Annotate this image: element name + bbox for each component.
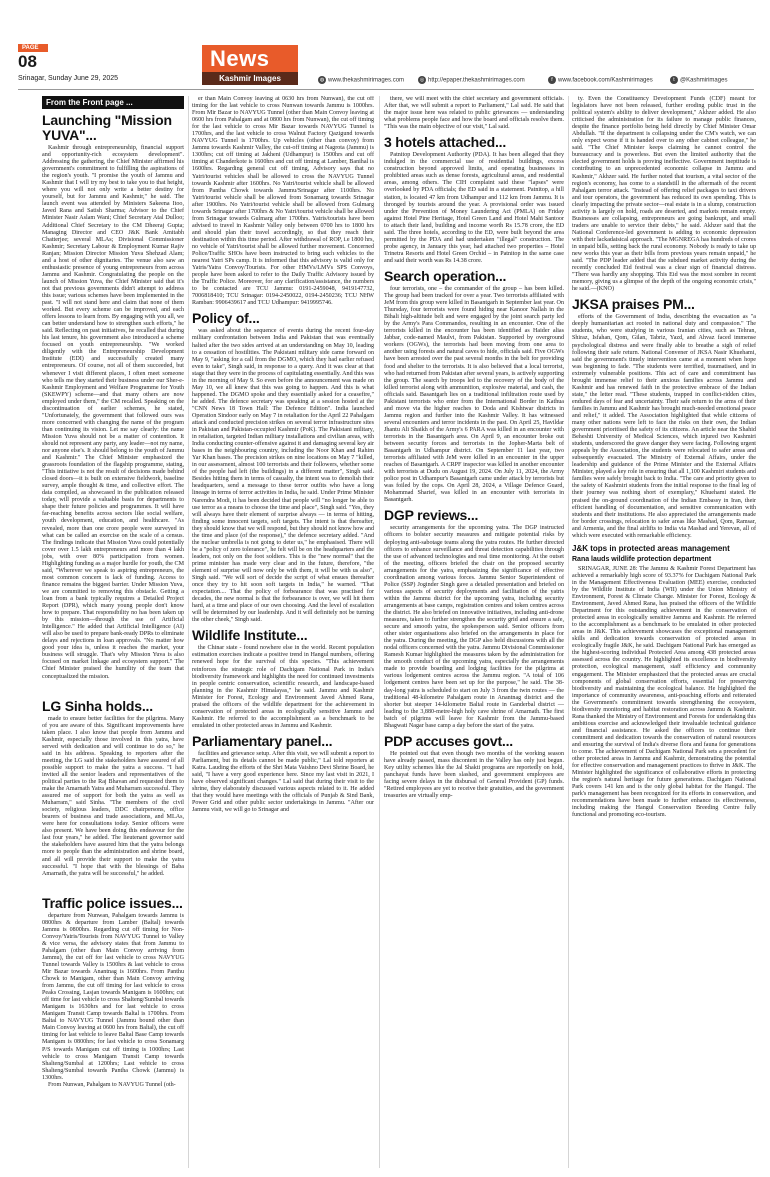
page-label: PAGE	[18, 44, 48, 52]
headline[interactable]: Launching "Mission YUVA"...	[42, 112, 172, 143]
link-icon: ◎	[419, 77, 425, 83]
column-2	[192, 96, 374, 1168]
social-facebook-text: www.facebook.com/Kashmirimages	[558, 77, 653, 84]
headline[interactable]: DGP reviews...	[384, 507, 479, 524]
headline[interactable]: J&K tops in protected areas management	[572, 543, 730, 553]
story-body: facilities and grievance setup. After this visit, we will submit a report to Parliament, but its details cannot be made public," Lal told reporters at Katra. Lauding the efforts of the Shri Mata Vaishno Devi Shrine Board, he said, "I have a very good experience here. Since my last visit in 2021, I have observed significant changes." Lal said that during their visit to the shrine, they elaborately discussed various aspects related to it. He added that they would have meetings with the officials of Punjab & Sind Bank, Power Grid and other public sector undertakings in Jammu. "After our Jammu visit, we will go to Srinagar and	[192, 750, 374, 814]
story-body: the Chinar state - found nowhere else in the world. Recent population estimation exercises indicate a positive trend in Hangul numbers, offering renewed hope for the survival of this species. "This achievement reinforces the strategic role of Dachigam National Park in India's biodiversity framework and highlights the need for continued investments in people centric conservation, scientific research, and landscape-based planning in the Kashmir Himalayas," he said. Jammu and Kashmir Minister for Forest, Ecology and Environment Javed Ahmed Rana, praised the officers of the wildlife department for the achievement in conservation of protected areas in ecologically sensitive Jammu and Kashmir. He referred to the accomplishment as a benchmark to be emulated in other protected areas in Jammu and Kashmir.	[192, 645, 374, 729]
story-continuation: er than Main Convoy leaving at 0630 hrs from Nunwan), the cut off timing for the last vehicle to cross Nunwan towards Jammu is 1000hrs. From Mir Bazar to NAVYUG Tunnel (other than Main Convoy leaving at 0600 hrs from Pahalgam and at 0800 hrs from Nunwan), the cut off timing for the last vehicle to cross Mir Bazar towards NAVYUG Tunnel is 1700hrs, and the last vehicle to cross Walnut Factory Qazigund towards NAVYUG Tunnel is 1700hrs. Up vehicles (other than convoy) from Jammu towards Kashmir Valley, the cut-off timing at Nagrota (Jammu) is 1300hrs; cut off timing at Jakheni (Udhampur) is 1500hrs and cut off timing at Chanderkote is 1600hrs and cut off timing at Lamber, Banihal is 1600hrs. Regarding general cut off timing, Advisory says that no Yatri/tourist vehicles shall be allowed to cross the NAVYUG Tunnel towards Kashmir after 1600hrs. No Yatri/tourist vehicle shall be allowed from Pantha Chowk towards Jammu/Srinagar after 1100hrs. No Yatri/tourist vehicle shall be allowed from Sonamarg towards Srinagar after 1900hrs. No Yatri/tourist vehicle shall be allowed from Gulmarg towards Srinagar after 1700hrs & No Yatri/tourist vehicle shall be allowed from Srinagar towards Gulmarg after 1700hrs. Yatris/tourists have been advised to travel in Kashmir Valley only between 0700 hrs to 1800 hrs and should plan their travel accordingly, so that they reach their destination within this time period. After withdrawal of ROP, i.e 1800 hrs, no vehicle of Yatri/tourist shall be allowed further movement. Concerned Police/Traffic SHOs have been instructed to bring such vehicles to the nearest Yatri SPs camp. It is informed that this advisory is valid only for Yatris/Yatra Convoy/Tourists. For other HMVs/LMVs SPS Convoys, people have been asked to refer to the Daily Traffic Advisory issued by the Traffic Police. Moreover, for any clarification/assistance, the numbers to be contacted are TCU Jammu: 0191-2459048, 9419147732, 7006818410; TCU Srinagar: 0194-2450022, 0194-2450236; TCU NHW Ramban: 9906439617 and TCU Udhampur: 9419995746.	[192, 96, 374, 307]
globe-icon: ◍	[319, 77, 325, 83]
story-continuation: there, we will meet with the chief secretary and government officials. After that, we will submit a report to Parliament," Lal said. He said that the major issue here was related to public grievances — understanding what problems people face and how the board and officials resolve them. "This was the main objective of our visit," Lal said.	[384, 96, 564, 131]
story-body: departure from Nunwan, Pahalgam towards Jammu is 0800hrs & departure from Lamber (Baltal) towards Jammu is 0800hrs. Regarding cut off timing for Non-Convoy/Yatris/Tourists from NAVYUG Tunnel to Valley & vice versa, the advisory states that from Jammu to Pahalgam (other than Main Convoy arriving from Jammu), the cut off for last vehicle to cross NAVYUG Tunnel towards Valley is 1500hrs & last vehicle to cross Mir Bazar towards Anantnag is 1600hrs. From Panthu Chowk to Manigam, other than Main Convoy arriving from Jammu, the cut off timing for last vehicle to cross Peaks Crossing, Lasjan towards Manigam is 1600hrs; cut off time for last vehicle to cross Shalteng/Sumbal towards Manigam is 1630hrs and for last vehicle to cross Manigam Transit Camp towards Baltal is 1700hrs. From Baltal to NAVYUG Tunnel (Jammu bound other than Main Convoy leaving at 0600 hrs from Baltal), the cut off timing for last vehicle to leave Baltal Base Camp towards Manigam is 0800hrs; for last vehicle to cross Sonamarg P/S towards Manigam cut off timing is 1000hrs; Last vehicle to cross Manigam Transit Camp towards Shalteng/Sumbal at 1200hrs; Last vehicle to cross Shalteng/Sumbal towards Pantha Chowk (Jammu) is 1300hrs.	[42, 912, 184, 1081]
story-dgp-reviews	[384, 508, 564, 729]
masthead-rule	[18, 89, 754, 90]
story-search-operation	[384, 269, 564, 504]
headline[interactable]: Traffic police issues...	[42, 894, 183, 911]
headline[interactable]: Parliamentary panel...	[192, 732, 333, 749]
publication-name: Kashmir Images	[202, 72, 298, 85]
column-divider	[379, 96, 380, 1168]
story-parliamentary-panel	[192, 734, 374, 814]
column-3	[384, 96, 564, 1168]
headline[interactable]: JKSA praises PM...	[572, 296, 695, 313]
story-body: made to ensure better facilities for the pilgrims. Many of you are aware of this. Significant improvements have taken place. I also know that people from Jammu and Kashmir, especially those involved in this yatra, have served with dedication and will continue to do so," he said in his address. Speaking to reporters after the meeting, the LG said the stakeholders have assured of all possible support to make the yatra a success. "I had invited all the senior leaders and representatives of the political parties to the Raj Bhavan and requested them to make the Amarnath Yatra and Muharram successful. They assured me of support for both the yatra as well as Muharram," said Sinha. "The members of the civil society, religious leaders, DDC chairpersons, office bearers of business and trade associations, and MLAs, were here for consultations today. Senior officers were also present. We have been doing this endeavour for the last four years," he added. The lieutenant governor said the stakeholders have assured him that the yatra belongs more to people than the administration and shrine board, and all will provide their support to make the yatra successful. "I hope that with the blessings of Baba Amarnath, the yatra will be successful," he added.	[42, 715, 184, 877]
facebook-icon: f	[548, 76, 556, 84]
from-front-page-kicker: From the Front page ...	[42, 96, 184, 109]
headline[interactable]: Wildlife Institute...	[192, 627, 308, 644]
section-banner	[202, 45, 298, 85]
story-body: efforts of the Government of India, describing the evacuation as "a deeply humanitarian act rooted in national duty and compassion." The students, who were studying in various Iranian cities, such as Tehran, Shiraz, Isfahan, Qom, Gilan, Tabriz, Yazd, and Ahvaz faced immense psychological distress and were finally able to breathe a sigh of relief following their safe return. National Convener of JKSA Nasir Khuehami, said the government's timely intervention came at a moment when hope was beginning to fade. "The students were terrified, traumatised, and in extremely vulnerable positions. This act of care and commitment has brought immense relief to their anxious families across Jammu and Kashmir and has renewed faith in the protective embrace of the Indian state," the letter read. "These students, trapped in conflict-ridden cities, endured days of fear and uncertainty. Their safe return to the arms of their families in Jammu and Kashmir has brought much-needed emotional peace and relief," it added. The Association highlighted that while citizens of many other nations were left to face the risks on their own, the Indian government prioritised the safety of its citizens. An article near the Shahid Beheshti University of Medical Sciences, which injured two Kashmiri students, underscored the grave danger they were facing. Following urgent appeals by the Association, the students were relocated to safer areas and subsequently evacuated. The Ministry of External Affairs, under the leadership and guidance of the Prime Minister and the External Affairs Minister, played a key role in ensuring that all 1,100 Kashmiri students and families were safely brought back to India. "The care and priority given to the safety of Kashmiri students from the initial response to the final leg of their journey was nothing short of exemplary," Khuehami stated. He praised the on-ground coordination of the Indian Embassy in Iran, their efficient handling of documentation, and sensitive communication with students and their institutions. He also appreciated the arrangements made for border crossings, relocation to safer areas like Mashad, Qom, Ramsar, and Armenia, and the final airlifts to India via Mashad and Yerevan, all of which were executed with remarkable efficiency.	[572, 314, 756, 539]
column-divider	[568, 96, 569, 1168]
story-body: four terrorists, one – the commander of the group – has been killed. The group had been tracked for over a year. Two terrorists affiliated with JeM from this group were killed in Basantgarh in September last year. On Thursday, four terrorists were found hiding near Kanoor Nallah in the Bihali high-altitude belt and were engaged by the joint search party led by the Army's Para Commandos, resulting in an encounter. One of the terrorists killed in the encounter has been identified as Haider alias Jabbar, code-named Maulvi, from Pakistan. Supported by overground workers (OGWs), the terrorists had been moving from one area to another using forests and natural caves to hide, officials said. Five OGWs have been arrested over the past several months in the belt for providing food and shelter to the terrorists. It is also believed that a local terrorist, who had returned from Pakistan after several years, is actively supporting the group. The search by troops led to the recovery of the body of the killed terrorist along with ammunition, explosive material, and cash, the officials said. Basantgarh lies on a traditional infiltration route used by Pakistani terrorists who enter from the International Border in Kathua and move via the higher reaches to Doda and Kishtwar districts in Jammu region and further into the Kashmir Valley. It has witnessed several encounters and terror incidents in the past. On April 25, Havildar Jhantu Ali Shaikh of the Army's 6 PARA was killed in an encounter with terrorists in the Basantgarh area. On April 9, an encounter broke out between security forces and terrorists in the Jopher-Marta belt of Basantgarh in Udhampur district. On September 11 last year, two terrorists affiliated with JeM were killed in an encounter in the upper reaches of Basantgarh. A CRPF inspector was killed in another encounter with terrorists at Dudu on August 19, 2024. On July 11, 2024, the Army police post in Udhampur's Basantgarh came under attack by terrorists but was foiled by the cops. On April 28, 2024, a Village Defence Guard, Mohammad Sharief, was killed in an encounter with terrorists in Basantgarh.	[384, 285, 564, 504]
section-title: News	[210, 46, 270, 71]
twitter-icon: t	[670, 76, 678, 84]
story-body-continued: From Nunwan, Pahalgam to NAVYUG Tunnel (oth-	[48, 1081, 176, 1088]
story-jk-tops	[572, 544, 756, 820]
story-jksa-praises	[572, 297, 756, 540]
story-pdp-accuses	[384, 734, 564, 800]
story-lg-sinha	[42, 699, 184, 878]
story-continuation: ty. Even the Constituency Development Funds (CDF) meant for legislators have not been released, further eroding public trust in the political system's ability to deliver development," Akhzer added. He also criticised the administration for its failure to manage public finances, despite the finance portfolio being held directly by Chief Minister Omar Abdullah. "If the department is collapsing under the CM's watch, we can only expect worse if it is handed over to any other cabinet colleague," he said. "The Chief Minister keeps claiming he cannot control the bureaucracy and is powerless. But even the limited authority that the elected government holds is proving ineffective. Government ineptitude is contributing to an unprecedented economic collapse in Jammu and Kashmir," Akhzer said. He further noted that tourism, a vital sector of the region's economy, has come to a standstill in the aftermath of the recent Pahalgam terror attack. "Instead of offering relief packages to taxi drivers and tour operators, the government has reduced its own spending. This is clearly impacting the private sector—real estate is in a slump, construction activity is largely on hold, roads are deserted, and markets remain empty. Businesses are collapsing, entrepreneurs are going bankrupt, and small traders are unable to service their debts," he said. Akhzer said that the National Conference-led government is adding to economic depression with their lackadaisical approach. "The MGNREGA has hundreds of crores in unpaid bills, setting back the rural economy. Nobody is ready to take up new works this year as their bills from previous years remain unpaid," he said. "The PDP leader added that the subdued market activity during the recently concluded Eid festival was a clear sign of financial distress. "There was hardly any shopping. This Eid was the most sombre in recent memory, giving us a glimpse of the depth of the ongoing economic crisis," he said.—(KNO)	[572, 96, 756, 293]
story-body: He pointed out that even though two months of the working season have already passed, mass discontent in the Valley has only just begun. Key utility schemes like the Jal Shakti programs are reportedly on hold, panchayat funds have been slashed, and government employees are facing severe delays in the disbursal of General Provident (GP) funds. "Retired employees are yet to receive their gratuities, and the government treasuries are virtually emp-	[384, 750, 564, 800]
headline[interactable]: LG Sinha holds...	[42, 697, 153, 714]
story-policy	[192, 311, 374, 624]
dateline: Srinagar, Sunday June 29, 2025	[18, 75, 119, 82]
social-twitter-text: @Kashmirimages	[680, 77, 728, 84]
social-epaper[interactable]	[418, 76, 525, 84]
story-3-hotels	[384, 135, 564, 265]
story-wildlife-institute	[192, 628, 374, 730]
subheadline: Rana lauds wildlife protection department	[572, 555, 712, 563]
column-divider	[188, 96, 189, 1168]
story-body: Kashmir through entrepreneurship, financial support and opportunity-rich ecosystem development". Addressing the gathering, the Chief Minister affirmed his government's commitment to fulfilling the aspirations of the region's youth. "I promise the youth of Jammu and Kashmir that I will try my best to take you to that height, where you will not only write a better destiny for yourself, but for Jammu and Kashmir," he said. The launch event was attended by Ministers Sakeena Itoo, Javed Rana and Satish Sharma; Advisor to the Chief Minister Nasir Aslam Wani; Chief Secretary Atal Dulloo; Additional Chief Secretary to the CM Dheeraj Gupta; Managing Director and CEO J&K Bank Amitabh Chatterjee; several MLAs; Divisional Commissioner Kashmir; Secretary Labour & Employment Kumar Rajiv Ranjan; Mission Director Mission Yuva Shehzad Alam; and a host of other dignitaries. The venue also saw an enthusiastic presence of young entrepreneurs from across Jammu and Kashmir. Congratulating the people on the launch of Mission Yuva, the Chief Minister said that it's not that previous governments didn't attempt to address this issue; various schemes have been implemented in the past. "I will not stand here and claim that none of them worked. But every scheme can be improved, and each offers lessons to learn from. By engaging with you all, we can better understand how to strengthen such efforts," he said. Reflecting on past initiatives, he recalled that during his last tenure, his government also introduced a scheme focused on youth entrepreneurship. "We worked diligently with the Entrepreneurship Development Institute (EDI) and successfully created many entrepreneurs. Of course, not all of them succeeded, but whenever I visit different places, I often meet someone who tells me they started their business under our Sher-e-Kashmir Employment and Welfare Programme for Youth (SKEWPY) scheme—and that many others are now employed under them," the CM recalled. Speaking on the discontinuation of earlier schemes, he stated, "Unfortunately, the government that followed ours was more concerned with changing the name of the program than continuing its vision. Let me say clearly: the name Mission Yuva should not be a matter of contention. It should not represent any party, any leader—not my name, nor anyone else's. It should belong to the youth of Jammu and Kashmir." The Chief Minister emphasized the grassroots foundation of the flagship programme, stating, "This initiative is not the result of decisions made behind closed doors—it is built on extensive fieldwork, baseline survey, ample thought & time, and collective effort. The data compiled, as showcased in the publication released today, will provide a valuable basis for departments to shape their future policies and programmes. It will have far-reaching benefits across sectors like social welfare, youth development, education, and healthcare. "As revealed, more than one crore people were surveyed in what can be called an exercise on the scale of a census. The findings indicate that Mission Yuva could potentially cover over 1.5 lakh entrepreneurs and more than 4 lakh jobs, with over 80% participation from women. Highlighting funding as a major hurdle for youth, the CM said, "Wherever we speak to aspiring entrepreneurs, the most common concern is lack of funding. Access to finance remains the biggest barrier. Under Mission Yuva, we are committed to removing this obstacle. Getting a loan from a bank typically requires a Detailed Project Report (DPR), which many young people don't know how to prepare. That responsibility no has been taken up by this mission—through the use of Artificial Intelligence." He added that Artificial Intelligence (AI) will also be used to prepare bank-ready DPRs to eliminate delays and rejections in loan approvals. "No matter how good your idea is, unless it reaches the market, your business will struggle. That's why Mission Yuva is also focused on market linkage and ecosystem support." The Chief Minister praised the humility of the team that conceptualized the mission.	[42, 145, 184, 680]
story-mission-yuva	[42, 113, 184, 681]
story-traffic-police	[42, 896, 184, 1089]
headline[interactable]: 3 hotels attached...	[384, 134, 507, 151]
story-body: SRINAGAR, JUNE 28: The Jammu & Kashmir Forest Department has achieved a remarkably high score of 93.37% for Dachigam National Park in the Management Effectiveness Evaluation (MEE) exercise, conducted by the Wildlife Institute of India (WII) under the Union Ministry of Environment, Forest & Climate Change. Minister for Forest, Ecology & Environment, Javed Ahmed Rana, has praised the officers of the Wildlife Department for this outstanding achievement in the conservation of protected areas in ecologically sensitive Jammu and Kashmir. He referred to the accomplishment as a benchmark to be emulated in other protected areas in J&K. This achievement showcases the exceptional management skills and dedication towards conservation of protected areas in ecologically fragile J&K, he said. Dachigam National Park has emerged as the highest-scoring individual Protected Area among 438 protected areas assessed across the country. He highlighted its excellence in biodiversity protection, ecological management, staff efficiency and community engagement. The Minister emphasized that the protected areas are crucial components of global conservation efforts, essential for preserving biodiversity and maintaining the ecological balance. He highlighted the importance of community awareness, anti-poaching efforts and reiterated the Government's commitment towards strengthening the ecosystem, biodiversity monitoring and habitat restoration across Jammu & Kashmir. Rana thanked the Ministry of Environment and Forests for undertaking this ambitious exercise and acknowledged their invaluable technical guidance and financial assistance. He asked the officers to continue their commitment and dedication towards the conservation of natural resources and ensuring the survival of India's diverse flora and fauna for generations to come. The achievement of Dachigam National Park sets a precedent for other protected areas in Jammu and Kashmir, demonstrating the potential for effective conservation and management practices to thrive in J&K. The Minister highlighted the significance of collaborative efforts in protecting the region's natural heritage for future generations. Dachigam National Park covers 141 km and is the only global habitat for the Hangul. The park's management has been recognized for its efforts in conservation, and recommendations have been made to further enhance its effectiveness, including making the Hangul Conservation Breeding Centre fully functional and promoting eco-tourism.	[572, 565, 756, 819]
column-4	[572, 96, 756, 1168]
social-twitter[interactable]	[670, 76, 727, 84]
headline[interactable]: Policy of...	[192, 310, 260, 327]
column-1	[42, 96, 184, 1168]
story-body: Patnitop Development Authority (PDA). It has been alleged that they indulged in the commercial use of residential buildings, excess construction beyond approved limits, and operating businesses in prohibited areas such as dense forests, agricultural areas, and residential areas, among others. The CIH complaint said these "lapses" were overlooked by PDA officials; the ED said in a statement. Patnitop, a hill station, is located 47 km from Udhampur and 112 km from Jammu. It is thronged by tourists around the year. A provisional order was issued under the Prevention of Money Laundering Act (PMLA) on Friday against Hotel Pine Heritage, Hotel Green Land and Hotel Mahi Santoor to attach their land, building and income worth Rs 15.78 crore, the ED said. The three hotels, according to the ED, were built beyond the area permitted by the PDA and had undertaken "illegal" construction. The probe agency, in January this year, had attached two properties – Hotel Trinetra Resorts and Hotel Green Orchid – in Patnitop in the same case and said their worth was Rs 14.38 crore.	[384, 152, 564, 264]
page-number-box	[18, 44, 70, 71]
social-website-text: www.thekashmirimages.com	[328, 77, 405, 84]
page-number: 08	[18, 52, 37, 71]
headline[interactable]: PDP accuses govt...	[384, 732, 514, 749]
headline[interactable]: Search operation...	[384, 267, 507, 284]
social-website[interactable]	[318, 76, 404, 84]
masthead	[0, 0, 770, 92]
social-epaper-text: http://epaper.thekashmirimages.com	[428, 77, 525, 84]
story-body: was asked about the sequence of events during the recent four-day military confrontation between India and Pakistan that was eventually halted after the two sides arrived at an understanding on May 10, leading to a cessation of hostilities. The Pakistani military side came forward on May 9, "asking for a call from the DGMO, which they had earlier refused even to take", Singh said, in response to a query. And it was clear at that stage that they were in the process of capitulating essentially. And this was in the morning of May 9. So even before the announcement was made on May 10, we all knew that this was going to happen. And this is what happened. The DGMO spoke and they essentially asked for a ceasefire," he added. The defence secretary was speaking at a session hosted at the "CNN News 18 Town Hall: The Defence Edition". India launched Operation Sindoor early on May 7 in retaliation for the April 22 Pahalgam attack and conducted precision strikes on several terror infrastructure sites in Pakistan and Pakistan-occupied Kashmir (PoK). The Pakistani military, in retaliation, targeted Indian military installations and civilian areas, with India conducting counter-offensive against it and damaging several key air bases in the neighbouring country, including the Noor Khan and Rahim Yar Khan bases. The precision strikes on nine locations on May 7 "killed, in our assessment, almost 100 terrorists and their followers, whether some of the people had left (the buildings) in a different matter", Singh said. Besides hitting them in terms of casualty, the intent was to demolish their headquarters, send a message to these terror outfits who have a long lineage in terms of terror activities in India, he said. Under Prime Minister Narendra Modi, it has been decided that people will "no longer be able to use terror as a means to choose the time and place", Singh said. "Yes, they will always have their element of surprise always — in terms of hitting, finding some innocent targets, soft targets. The intent is that thereafter, they should know that we will respond, but they should not know how and the time and place (of the response)," the defence secretary added. "And the nuclear umbrella is not going to deter us," he emphasised. There will be a "policy of zero tolerance", he felt will be on the headquarters and the leaders, not only on the foot soldiers. This is the "new normal" that the prime minister has made very clear and in the future, therefore, "the element of surprise will now only be with them, it will be with us also", Singh said. "We will sort of decide the script of what ensues thereafter once they try to hit soon soft targets in India," he warned. "That expectation.... That the policy of forbearance that was practised for decades, the new normal is that the forbearance is over, we will hit them hard, at a time and place of our own choosing. And the level of escalation will be determined by our leadership. And it will definitely not be turning the other cheek," Singh said.	[192, 328, 374, 624]
social-facebook[interactable]	[548, 76, 653, 84]
story-body: security arrangements for the upcoming yatra. The DGP instructed officers to bolster security measures and mitigate potential risks by deploying anti-sabotage teams along the yatra routes. He further directed officers to enhance surveillance and threat detection capabilities through the use of advanced technologies and real time monitoring. At the outset of the meeting, officers briefed the chair on the proposed security arrangements for the yatra, emphasizing the significance of effective coordination among various forces. Jammu Senior Superintendent of Police (SSP) Joginder Singh gave a detailed presentation and briefed on various aspects of security deployments and facilitation of the yatris within the Jammu district for the upcoming yatra, including security arrangements at base camps, registration centres and token centres across the district. He also briefed on innovative initiatives, including anti-drone measures, taken to further strengthen the security grid and ensure a safe, secure and smooth yatra, the spokesperson said. Senior officers from other sister organisations also briefed on the arrangements in place for the yatra. During the meeting, the DGP also held discussions with all the nodal officers concerned with the yatra. Jammu Divisional Commissioner Ramesh Kumar highlighted the measures taken by the administration for the smooth conduct of the upcoming yatra, especially the arrangements made to provide boarding and lodging facilities for the pilgrims at various lodgement centres across the Jammu region. "A total of 106 lodgement centres have been set up for the purpose," he said. The 38-day-long yatra is scheduled to start on July 3 from the twin routes — the traditional 48-kilometre Pahalgam route in Anantnag district and the shorter but steeper 14-kilometre Baltal route in Ganderbal district — leading to the 3,880-metre-high holy cave shrine of Amarnath. The first batch of pilgrims will leave for Kashmir from the Jammu-based Bhagwati Nagar base camp a day before the start of the yatra.	[384, 525, 564, 729]
